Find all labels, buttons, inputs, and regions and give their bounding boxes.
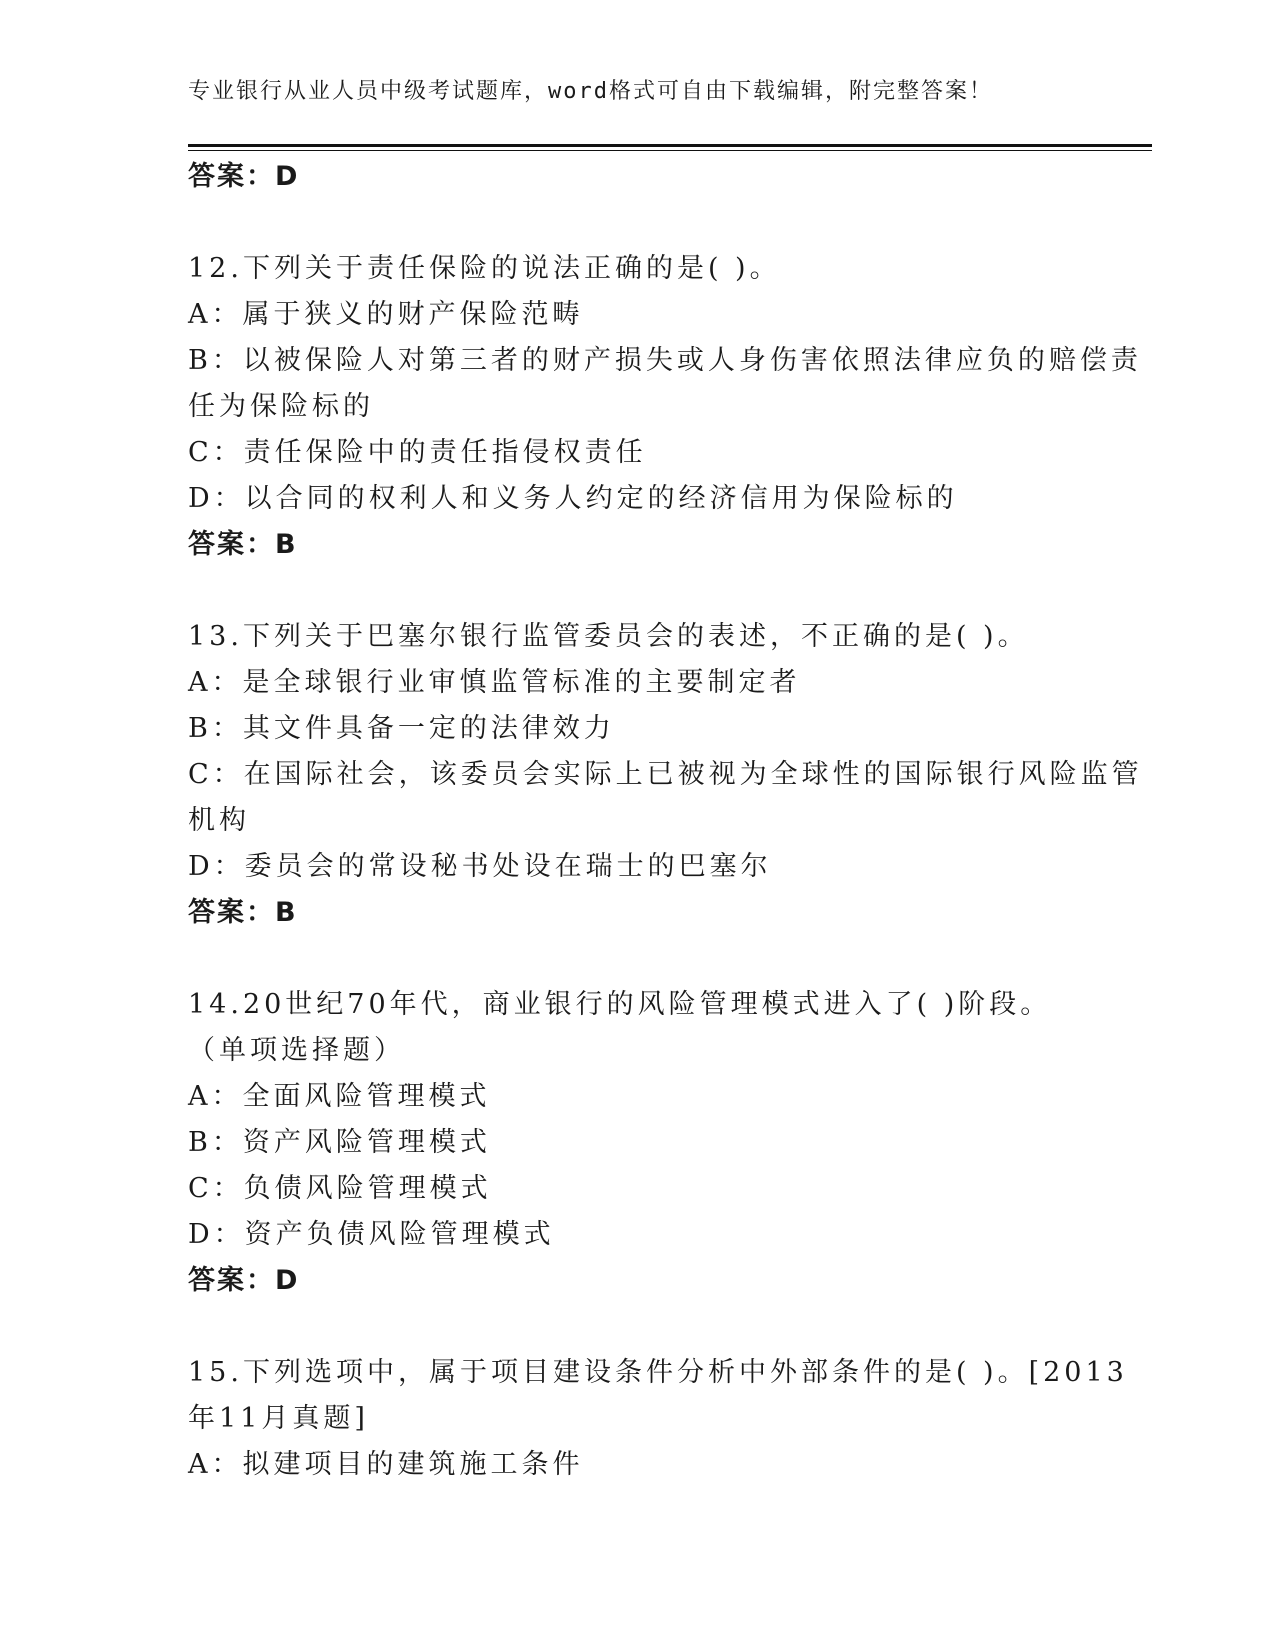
- spacer: [188, 936, 1088, 982]
- page-header: 专业银行从业人员中级考试题库，word格式可自由下载编辑，附完整答案！: [188, 79, 993, 104]
- option-b: B：以被保险人对第三者的财产损失或人身伤害依照法律应负的赔偿责: [188, 345, 1142, 376]
- option-d: D：委员会的常设秘书处设在瑞士的巴塞尔: [188, 851, 772, 882]
- header-divider-thin: [188, 150, 1152, 151]
- option-a: A：属于狭义的财产保险范畴: [188, 299, 584, 330]
- answer: 答案：B: [188, 529, 298, 560]
- question-stem: 14.20世纪70年代，商业银行的风险管理模式进入了( )阶段。: [188, 989, 1052, 1020]
- option-b-continued: 任为保险标的: [188, 391, 374, 422]
- option-a: A：是全球银行业审慎监管标准的主要制定者: [188, 667, 801, 698]
- question-stem-continued: 年11月真题]: [188, 1403, 369, 1434]
- question-15: [188, 1350, 1128, 1488]
- option-c-continued: 机构: [188, 805, 250, 836]
- option-c: C：负债风险管理模式: [188, 1173, 492, 1204]
- header-divider-thick: [188, 144, 1152, 147]
- answer: 答案：B: [188, 897, 298, 928]
- question-stem: 12.下列关于责任保险的说法正确的是( )。: [188, 253, 781, 284]
- option-d: D：资产负债风险管理模式: [188, 1219, 555, 1250]
- answer: 答案：D: [188, 1265, 300, 1296]
- option-a: A：拟建项目的建筑施工条件: [188, 1449, 584, 1480]
- option-c: C：在国际社会，该委员会实际上已被视为全球性的国际银行风险监管: [188, 759, 1143, 790]
- option-c: C：责任保险中的责任指侵权责任: [188, 437, 647, 468]
- option-b: B：资产风险管理模式: [188, 1127, 491, 1158]
- document-content: [188, 154, 1143, 1488]
- spacer: [188, 568, 1088, 614]
- spacer: [188, 200, 1088, 246]
- question-stem-continued: （单项选择题）: [188, 1035, 405, 1066]
- question-12: [188, 246, 1142, 568]
- spacer: [188, 1304, 1088, 1350]
- option-d: D：以合同的权利人和义务人约定的经济信用为保险标的: [188, 483, 958, 514]
- question-13: [188, 614, 1143, 936]
- question-stem: 15.下列选项中，属于项目建设条件分析中外部条件的是( )。[2013: [188, 1357, 1128, 1388]
- question-stem: 13.下列关于巴塞尔银行监管委员会的表述，不正确的是( )。: [188, 621, 1029, 652]
- option-a: A：全面风险管理模式: [188, 1081, 491, 1112]
- question-14: [188, 982, 1088, 1304]
- previous-answer: 答案：D: [188, 161, 300, 192]
- option-b: B：其文件具备一定的法律效力: [188, 713, 615, 744]
